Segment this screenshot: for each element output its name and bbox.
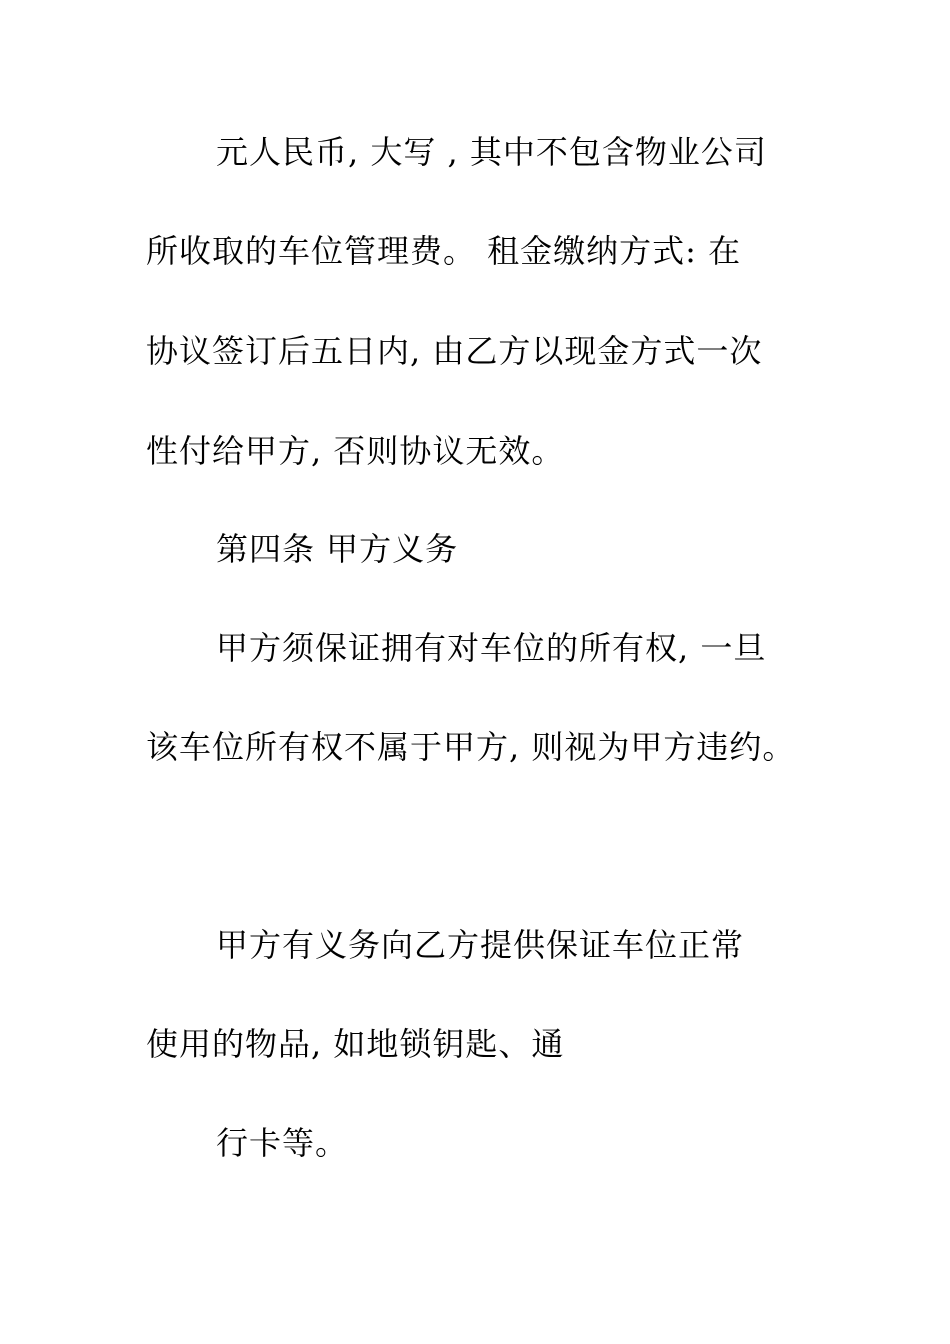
paragraph-line-7: 甲方有义务向乙方提供保证车位正常 — [216, 926, 745, 964]
paragraph-line-5: 甲方须保证拥有对车位的所有权, 一旦 — [216, 629, 767, 667]
paragraph-line-1: 元人民币, 大写 , 其中不包含物业公司 — [216, 133, 767, 171]
paragraph-line-6: 该车位所有权不属于甲方, 则视为甲方违约。 — [146, 728, 796, 766]
paragraph-line-8: 使用的物品, 如地锁钥匙、通 — [146, 1025, 565, 1063]
paragraph-line-4: 性付给甲方, 否则协议无效。 — [146, 432, 565, 470]
paragraph-line-3: 协议签订后五日内, 由乙方以现金方式一次 — [146, 332, 763, 370]
paragraph-line-9: 行卡等。 — [216, 1124, 349, 1162]
paragraph-line-2: 所收取的车位管理费。 租金缴纳方式: 在 — [146, 232, 742, 270]
section-heading: 第四条 甲方义务 — [216, 530, 459, 568]
